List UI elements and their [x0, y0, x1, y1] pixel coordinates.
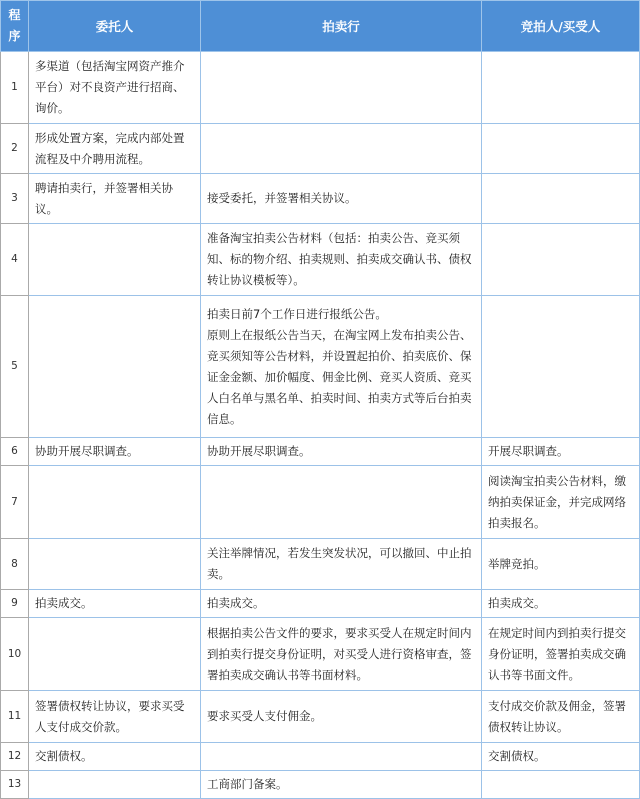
table-row [1, 743, 640, 771]
bidder-cell: 举牌竞拍。 [482, 539, 640, 590]
bidder-cell: 交割债权。 [482, 743, 640, 771]
client-cell [29, 539, 201, 590]
client-cell: 交割债权。 [29, 743, 201, 771]
client-cell: 形成处置方案，完成内部处置流程及中介聘用流程。 [29, 124, 201, 174]
auction-house-cell [201, 124, 482, 174]
step-number: 10 [1, 618, 29, 691]
client-cell: 协助开展尽职调查。 [29, 438, 201, 466]
step-number: 13 [1, 771, 29, 799]
auction-house-cell: 协助开展尽职调查。 [201, 438, 482, 466]
client-cell [29, 296, 201, 438]
bidder-cell: 阅读淘宝拍卖公告材料，缴纳拍卖保证金，并完成网络拍卖报名。 [482, 466, 640, 539]
auction-house-cell: 根据拍卖公告文件的要求，要求买受人在规定时间内到拍卖行提交身份证明，对买受人进行资格审查，签署拍卖成交确认书等书面材料。 [201, 618, 482, 691]
table-row [1, 618, 640, 691]
table-row [1, 124, 640, 174]
step-number: 9 [1, 590, 29, 618]
step-number: 4 [1, 224, 29, 296]
bidder-cell: 拍卖成交。 [482, 590, 640, 618]
table-row [1, 590, 640, 618]
client-cell: 多渠道（包括淘宝网资产推介平台）对不良资产进行招商、询价。 [29, 52, 201, 124]
table-row [1, 174, 640, 224]
table-row [1, 52, 640, 124]
bidder-cell [482, 124, 640, 174]
table-row [1, 438, 640, 466]
client-cell [29, 771, 201, 799]
bidder-cell [482, 52, 640, 124]
auction-house-cell: 关注举牌情况，若发生突发状况，可以撤回、中止拍卖。 [201, 539, 482, 590]
client-cell: 拍卖成交。 [29, 590, 201, 618]
table-row [1, 224, 640, 296]
step-number: 5 [1, 296, 29, 438]
auction-house-cell: 准备淘宝拍卖公告材料（包括：拍卖公告、竞买须知、标的物介绍、拍卖规则、拍卖成交确认书、债权转让协议模板等）。 [201, 224, 482, 296]
step-number: 2 [1, 124, 29, 174]
bidder-cell [482, 771, 640, 799]
auction-house-cell [201, 52, 482, 124]
header-client: 委托人 [29, 1, 201, 52]
auction-house-cell [201, 743, 482, 771]
header-row [1, 1, 640, 52]
step-number: 12 [1, 743, 29, 771]
table-row [1, 466, 640, 539]
bidder-cell: 开展尽职调查。 [482, 438, 640, 466]
step-number: 11 [1, 691, 29, 743]
client-cell: 签署债权转让协议，要求买受人支付成交价款。 [29, 691, 201, 743]
step-number: 8 [1, 539, 29, 590]
table-row [1, 539, 640, 590]
auction-house-cell: 接受委托，并签署相关协议。 [201, 174, 482, 224]
step-number: 6 [1, 438, 29, 466]
bidder-cell: 在规定时间内到拍卖行提交身份证明，签署拍卖成交确认书等书面文件。 [482, 618, 640, 691]
client-cell [29, 618, 201, 691]
bidder-cell [482, 174, 640, 224]
bidder-cell [482, 224, 640, 296]
auction-house-cell: 拍卖成交。 [201, 590, 482, 618]
auction-house-cell: 工商部门备案。 [201, 771, 482, 799]
auction-house-cell: 要求买受人支付佣金。 [201, 691, 482, 743]
table-row [1, 771, 640, 799]
header-bidder: 竞拍人/买受人 [482, 1, 640, 52]
step-number: 3 [1, 174, 29, 224]
auction-house-cell: 拍卖日前7个工作日进行报纸公告。 原则上在报纸公告当天，在淘宝网上发布拍卖公告、竞买须知等公告材料，并设置起拍价、拍卖底价、保证金金额、加价幅度、佣金比例、竞买人资质、竞买人白名单与黑名单、拍卖时间、拍卖方式等后台拍卖信息。 [201, 296, 482, 438]
table-row [1, 691, 640, 743]
bidder-cell [482, 296, 640, 438]
client-cell [29, 466, 201, 539]
header-step: 程 序 [1, 1, 29, 52]
header-auction-house: 拍卖行 [201, 1, 482, 52]
step-number: 7 [1, 466, 29, 539]
client-cell: 聘请拍卖行，并签署相关协议。 [29, 174, 201, 224]
auction-house-cell [201, 466, 482, 539]
client-cell [29, 224, 201, 296]
bidder-cell: 支付成交价款及佣金，签署债权转让协议。 [482, 691, 640, 743]
step-number: 1 [1, 52, 29, 124]
table-row [1, 296, 640, 438]
